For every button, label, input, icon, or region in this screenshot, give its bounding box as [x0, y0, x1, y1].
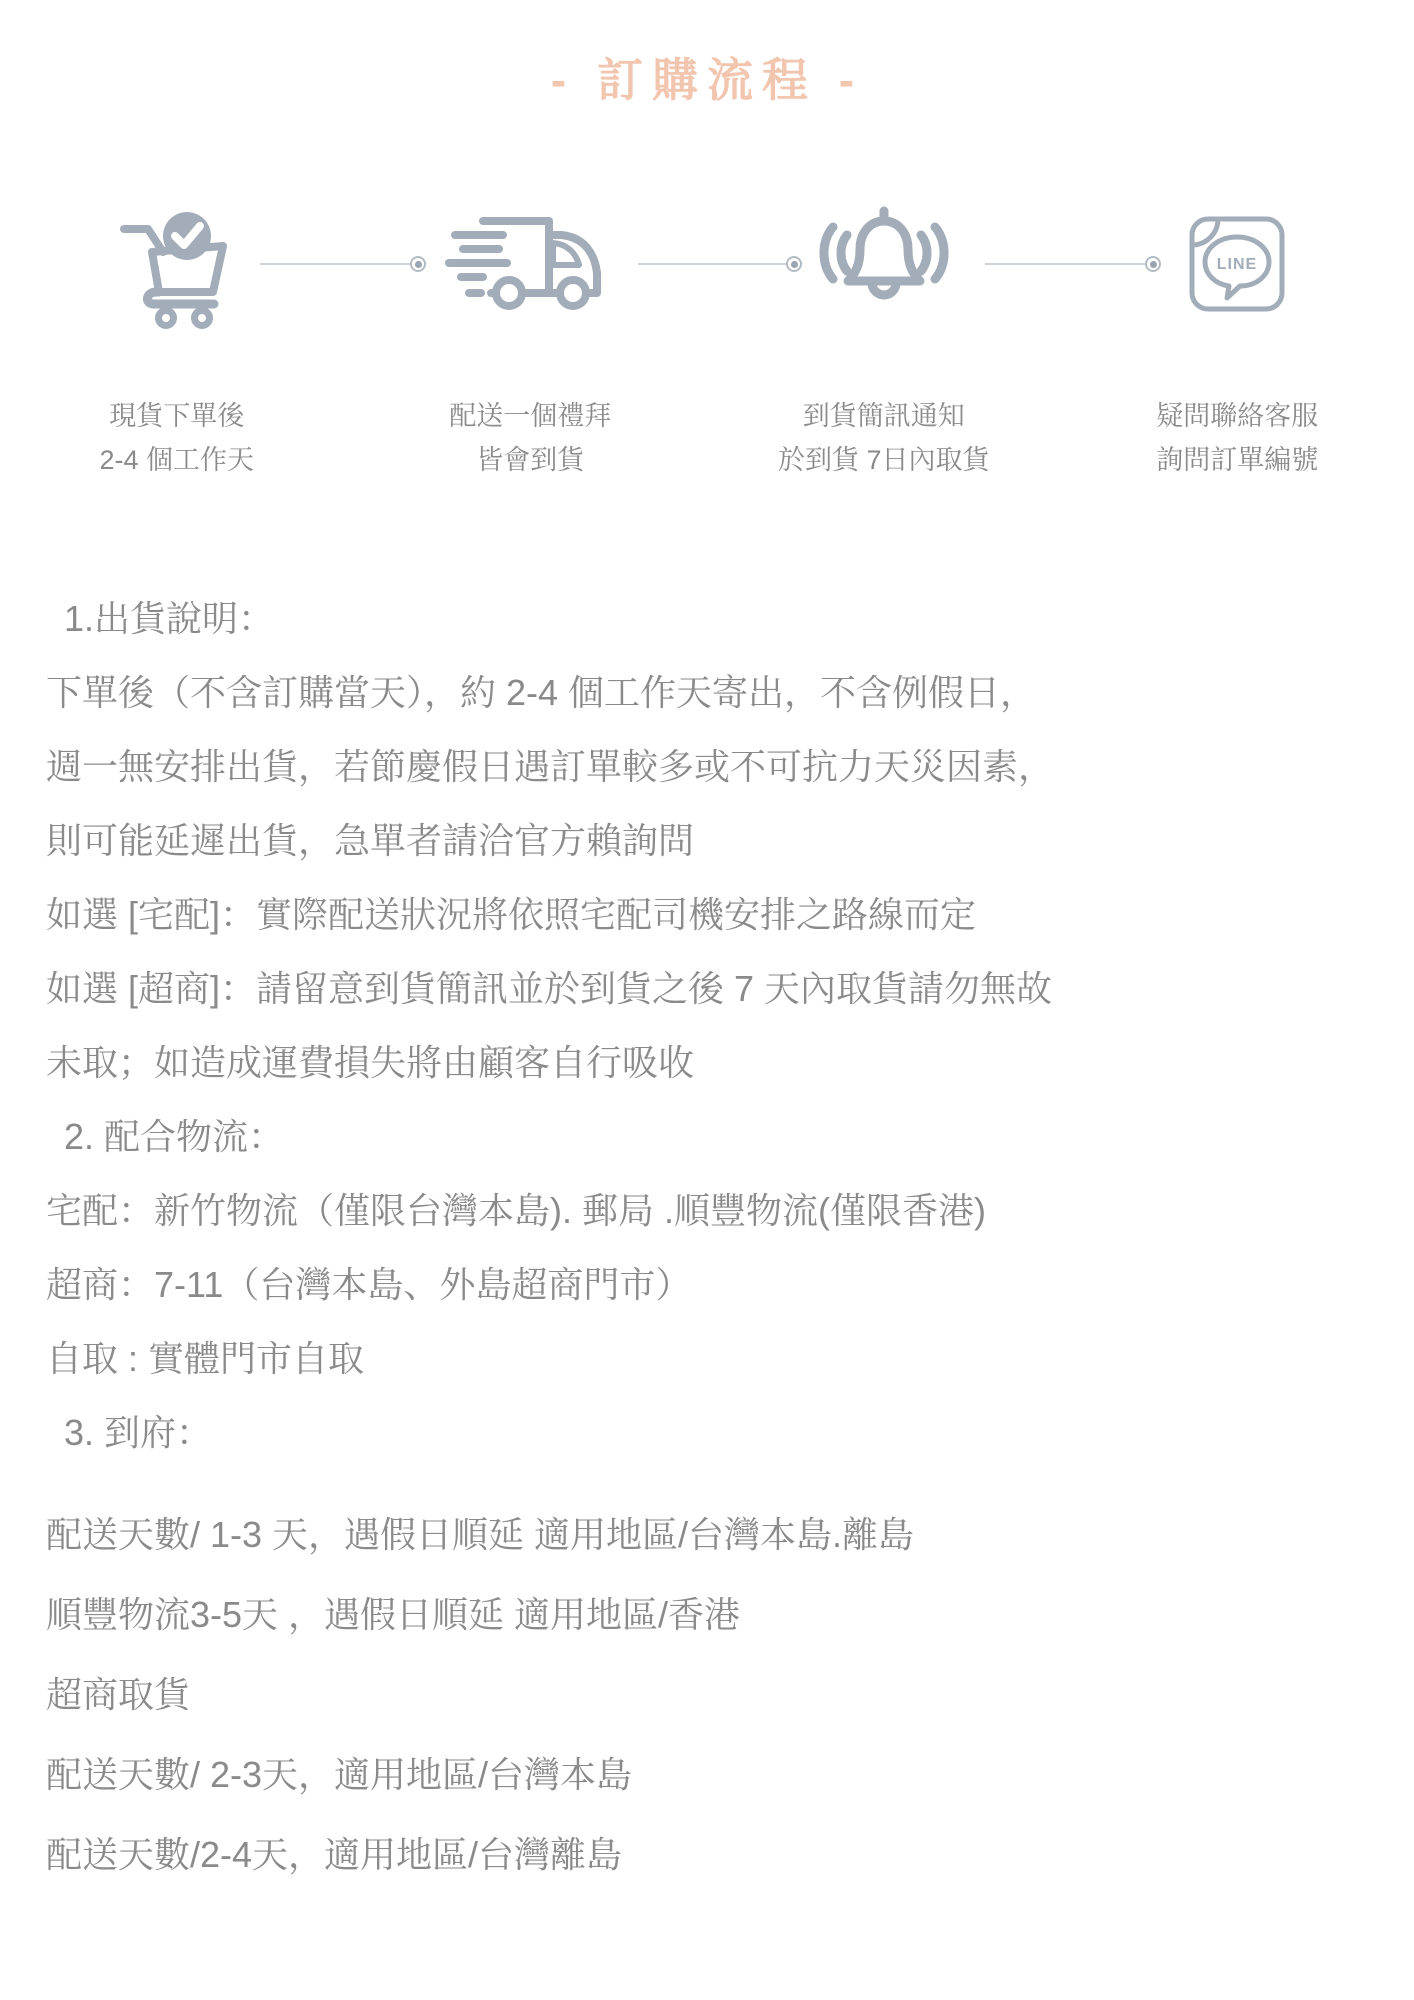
cart-check-icon	[112, 184, 242, 344]
connector-dot	[410, 256, 426, 272]
caption-line: 現貨下單後	[109, 401, 245, 431]
line-badge-text: LINE	[1217, 256, 1258, 273]
connector-dot	[786, 256, 802, 272]
connector-dot	[1145, 256, 1161, 272]
section-heading: 2. 配合物流：	[64, 1116, 285, 1157]
body-line: 自取 : 實體門市自取	[46, 1338, 365, 1379]
body-line: 配送天數/2-4天，適用地區/台灣離島	[46, 1834, 623, 1875]
section-heading: 3. 到府：	[64, 1412, 213, 1453]
section-shipping-notes	[0, 582, 1414, 1100]
step-delivery	[354, 184, 708, 482]
step-connector	[638, 263, 786, 265]
section-body	[0, 656, 1414, 1100]
step-connector	[985, 263, 1145, 265]
caption-line: 疑問聯絡客服	[1156, 401, 1319, 431]
body-line: 順豐物流3-5天 ，遇假日順延 適用地區/香港	[46, 1594, 741, 1635]
body-line: 則可能延遲出貨，急單者請洽官方賴詢問	[46, 820, 695, 861]
step-order-placed	[0, 184, 354, 482]
step-caption	[99, 394, 254, 482]
body-line: 超商：7-11（台灣本島、外島超商門市）	[46, 1264, 692, 1305]
body-line: 下單後（不含訂購當天），約 2-4 個工作天寄出，不含例假日，	[46, 672, 1037, 713]
caption-line: 於到貨 7日內取貨	[777, 445, 990, 475]
page-title: - 訂購流程 -	[550, 54, 864, 106]
line-app-icon	[1186, 184, 1288, 344]
delivery-truck-icon	[445, 184, 615, 344]
body-line: 配送天數/ 2-3天，適用地區/台灣本島	[46, 1754, 633, 1795]
step-caption	[449, 394, 611, 482]
step-connector	[260, 263, 410, 265]
section-heading: 1.出貨說明：	[64, 598, 275, 639]
body-line: 如選 [超商]：請留意到貨簡訊並於到貨之後 7 天內取貨請勿無故	[46, 968, 1053, 1009]
step-caption	[778, 394, 990, 482]
caption-line: 2-4 個工作天	[99, 445, 255, 475]
body-line: 超商取貨	[46, 1674, 191, 1715]
section-home-delivery	[0, 1396, 1414, 1895]
body-line: 週一無安排出貨，若節慶假日遇訂單較多或不可抗力天災因素，	[46, 746, 1055, 787]
body-line: 如選 [宅配]：實際配送狀況將依照宅配司機安排之路線而定	[46, 894, 977, 935]
section-body	[0, 1495, 1414, 1895]
step-arrival-notice	[707, 184, 1061, 482]
bell-icon	[809, 184, 959, 344]
body-line: 配送天數/ 1-3 天，遇假日順延 適用地區/台灣本島.離島	[46, 1514, 915, 1555]
section-body	[0, 1174, 1414, 1396]
body-line: 宅配：新竹物流（僅限台灣本島). 郵局 .順豐物流(僅限香港)	[46, 1190, 986, 1231]
body-line: 未取；如造成運費損失將由顧客自行吸收	[46, 1042, 695, 1083]
caption-line: 配送一個禮拜	[449, 401, 612, 431]
section-logistics	[0, 1100, 1414, 1396]
caption-line: 皆會到貨	[476, 445, 585, 475]
process-steps	[0, 184, 1414, 482]
step-contact-service	[1061, 184, 1414, 482]
caption-line: 詢問訂單編號	[1156, 445, 1319, 475]
caption-line: 到貨簡訊通知	[802, 401, 965, 431]
step-caption	[1156, 394, 1318, 482]
